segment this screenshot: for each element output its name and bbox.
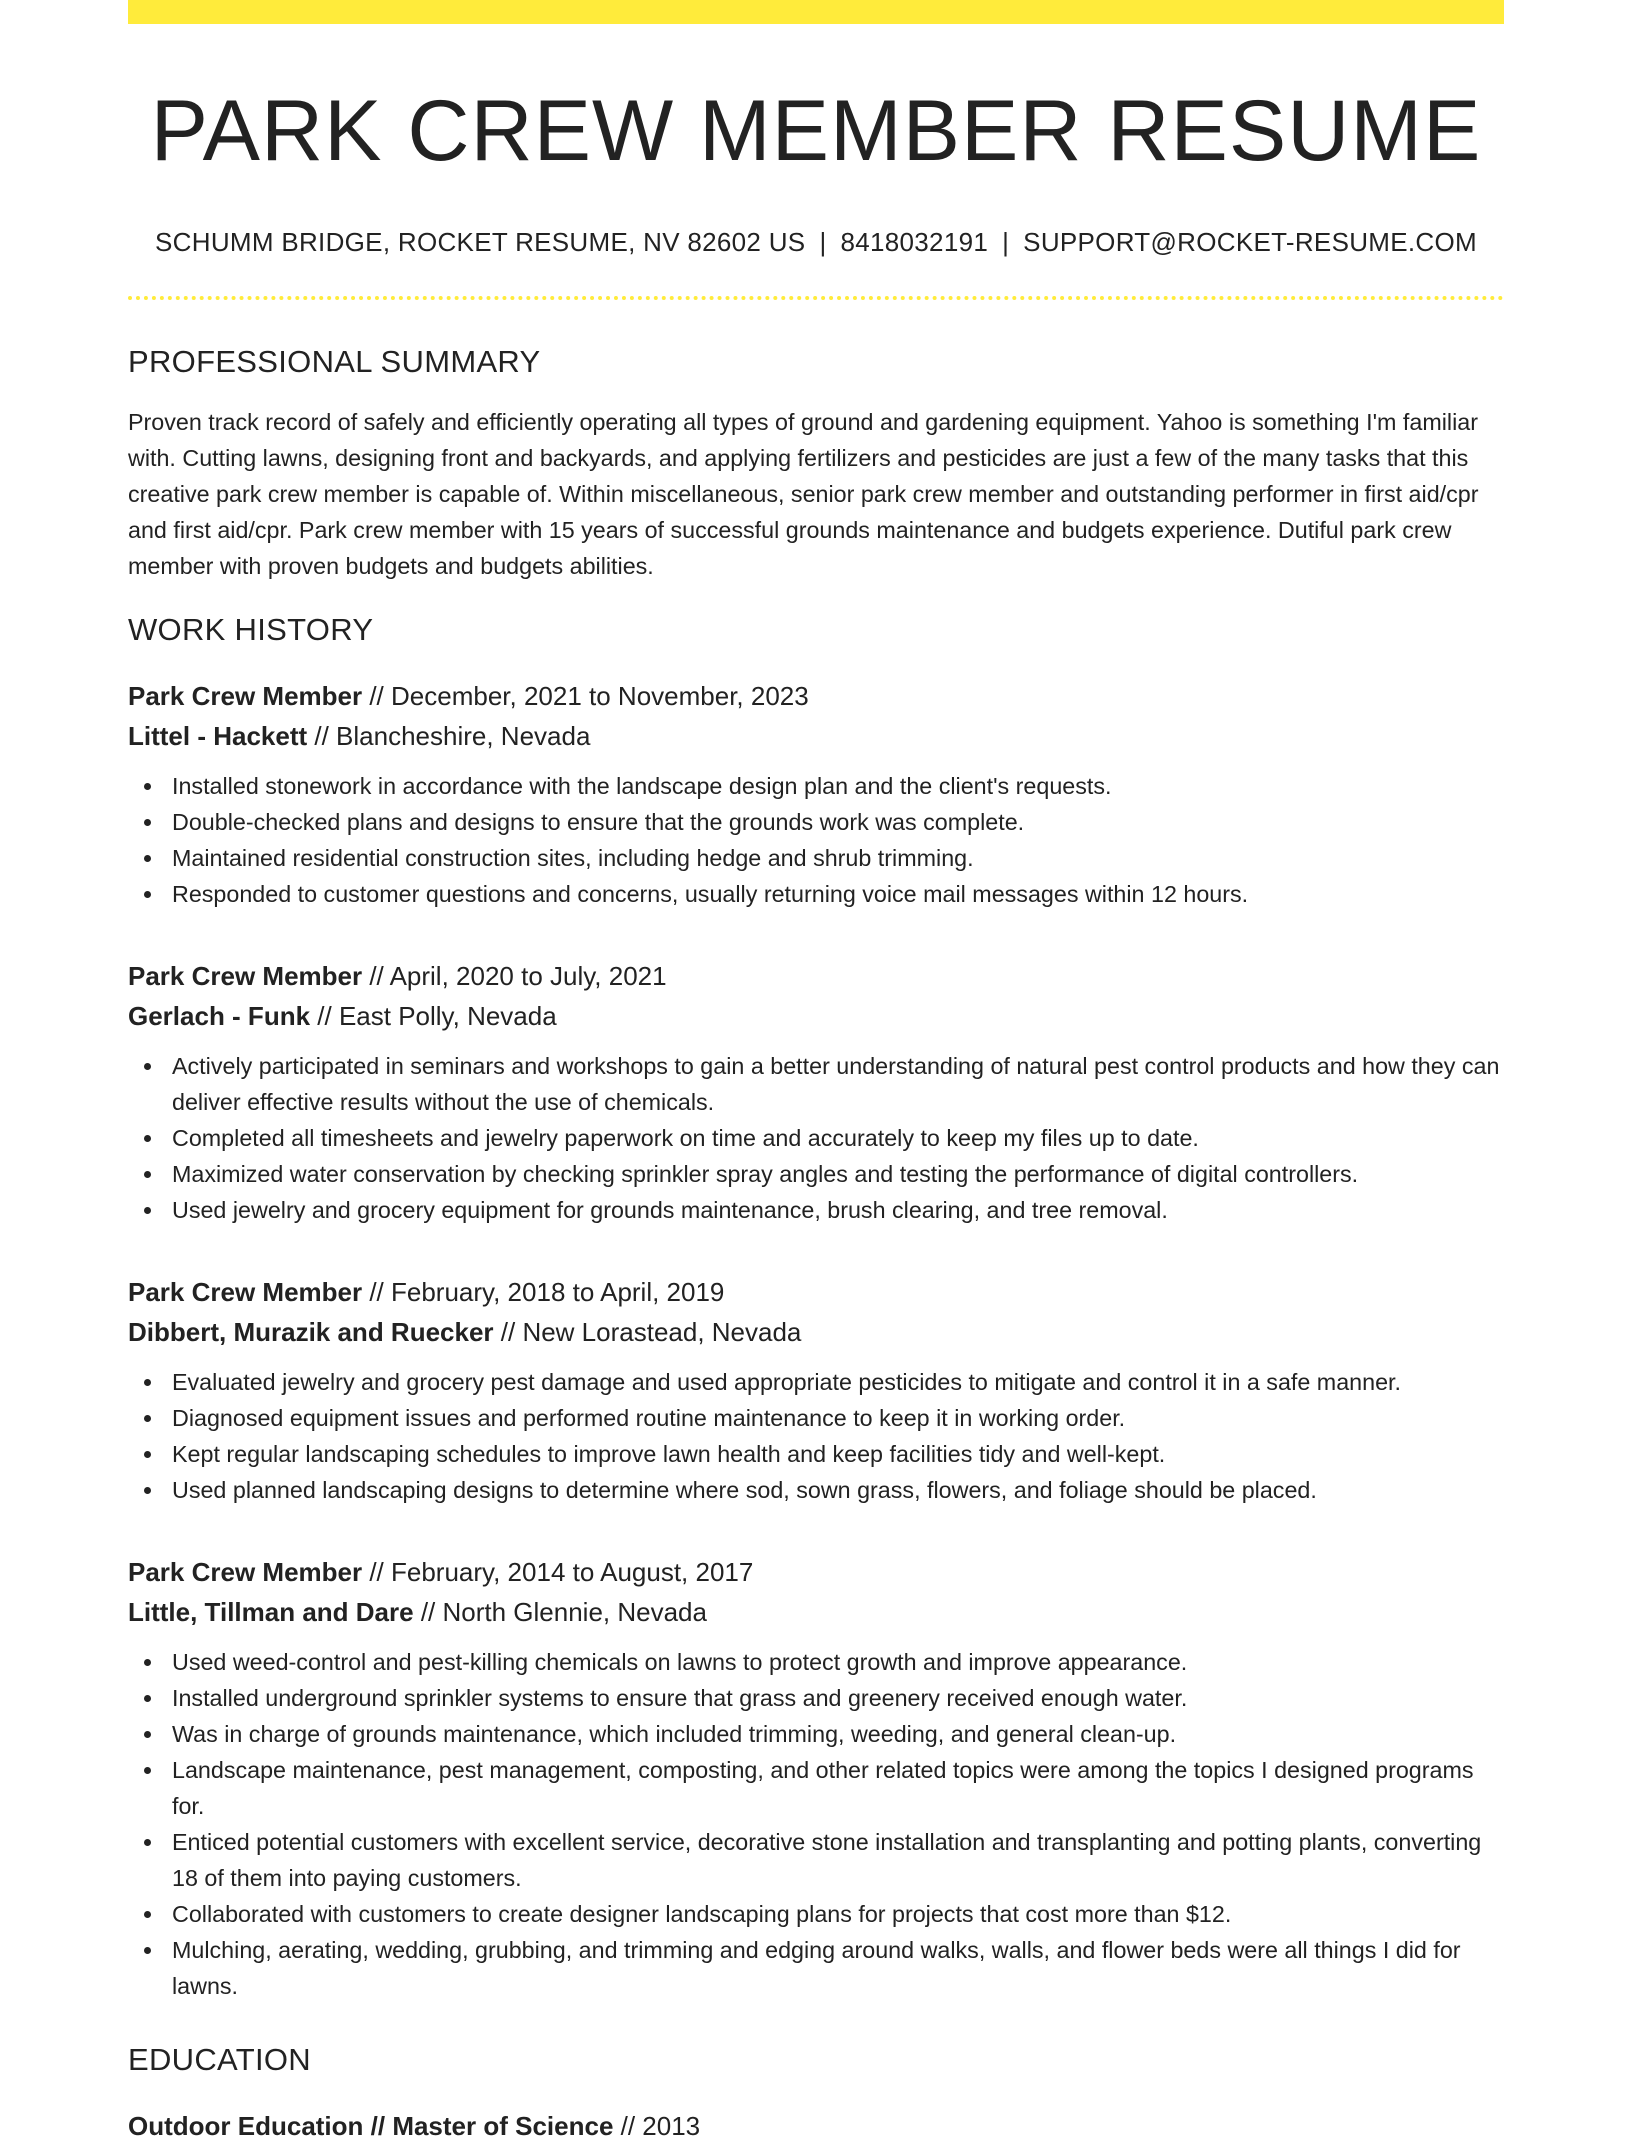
job-bullet	[128, 1824, 1504, 1896]
job-bullet	[128, 804, 1504, 840]
job-bullet-list	[128, 1644, 1504, 2004]
job-bullet	[128, 1192, 1504, 1228]
job-bullet-text: Completed all timesheets and jewelry paperwork on time and accurately to keep my files up to date.	[172, 1125, 1199, 1152]
job-location: // East Polly, Nevada	[310, 1001, 557, 1032]
job-bullet	[128, 1472, 1504, 1508]
bullet-dot-icon	[144, 1767, 151, 1774]
education-year: // 2013	[613, 2111, 701, 2142]
job-location: // North Glennie, Nevada	[413, 1597, 707, 1628]
dotted-divider	[128, 296, 1504, 300]
contact-separator: |	[1002, 227, 1010, 258]
contact-line	[128, 227, 1504, 258]
bullet-dot-icon	[144, 1379, 151, 1386]
job-bullet	[128, 876, 1504, 912]
bullet-dot-icon	[144, 783, 151, 790]
job-bullet	[128, 1048, 1504, 1120]
job-company: Littel - Hackett	[128, 721, 308, 752]
contact-separator: |	[819, 227, 827, 258]
job-bullet	[128, 1436, 1504, 1472]
job-location: // Blancheshire, Nevada	[307, 721, 591, 752]
accent-top-bar	[128, 0, 1504, 24]
job-entry	[128, 1272, 1504, 1508]
summary-text: Proven track record of safely and efficiently operating all types of ground and gardening equipment. Yahoo is something I'm familiar with. Cutting lawns, designing front and backyards, and applying fertilizers and pesticides are just a few of the many tasks that this creative park crew member is capable of. Within miscellaneous, senior park crew member and outstanding performer in first aid/cpr and first aid/cpr. Park crew member with 15 years of successful grounds maintenance and budgets experience. Dutiful park crew member with proven budgets and budgets abilities.	[128, 409, 1479, 580]
job-dates: // April, 2020 to July, 2021	[362, 961, 667, 992]
job-bullet-list	[128, 1364, 1504, 1508]
job-bullet-text: Used planned landscaping designs to determine where sod, sown grass, flowers, and foliage should be placed.	[172, 1477, 1317, 1504]
bullet-dot-icon	[144, 891, 151, 898]
job-title: Park Crew Member	[128, 681, 363, 712]
bullet-dot-icon	[144, 1659, 151, 1666]
work-history-list	[128, 676, 1504, 2004]
job-bullet	[128, 768, 1504, 804]
job-bullet	[128, 1932, 1504, 2004]
job-title-line	[128, 676, 1504, 716]
bullet-dot-icon	[144, 1487, 151, 1494]
job-bullet-text: Maximized water conservation by checking sprinkler spray angles and testing the performance of digital controllers.	[172, 1161, 1359, 1188]
job-company-line	[128, 996, 1504, 1036]
job-bullet	[128, 1896, 1504, 1932]
job-title: Park Crew Member	[128, 1277, 363, 1308]
job-entry	[128, 956, 1504, 1228]
job-bullet-text: Evaluated jewelry and grocery pest damage and used appropriate pesticides to mitigate and control it in a safe manner.	[172, 1369, 1401, 1396]
bullet-dot-icon	[144, 1135, 151, 1142]
job-bullet-text: Mulching, aerating, wedding, grubbing, and trimming and edging around walks, walls, and flower beds were all things I did for lawns.	[172, 1937, 1461, 2000]
job-bullet	[128, 1120, 1504, 1156]
job-bullet-text: Used weed-control and pest-killing chemicals on lawns to protect growth and improve appearance.	[172, 1649, 1188, 1676]
job-title-line	[128, 1552, 1504, 1592]
bullet-dot-icon	[144, 1839, 151, 1846]
job-bullet	[128, 1644, 1504, 1680]
job-company: Dibbert, Murazik and Ruecker	[128, 1317, 494, 1348]
bullet-dot-icon	[144, 1451, 151, 1458]
job-title: Park Crew Member	[128, 961, 363, 992]
job-bullet-text: Kept regular landscaping schedules to improve lawn health and keep facilities tidy and well-kept.	[172, 1441, 1166, 1468]
job-bullet	[128, 1156, 1504, 1192]
job-bullet	[128, 1400, 1504, 1436]
education-heading: EDUCATION	[128, 2042, 311, 2078]
job-bullet-text: Diagnosed equipment issues and performed routine maintenance to keep it in working order.	[172, 1405, 1126, 1432]
summary-heading: PROFESSIONAL SUMMARY	[128, 344, 541, 380]
job-dates: // December, 2021 to November, 2023	[362, 681, 809, 712]
resume-content	[128, 24, 1504, 2146]
job-bullet-text: Landscape maintenance, pest management, composting, and other related topics were among the topics I designed programs for.	[172, 1757, 1474, 1820]
job-bullet-text: Enticed potential customers with excellent service, decorative stone installation and transplanting and potting plants, converting 18 of them into paying customers.	[172, 1829, 1482, 1892]
job-company-line	[128, 716, 1504, 756]
bullet-dot-icon	[144, 1171, 151, 1178]
job-bullet-text: Used jewelry and grocery equipment for grounds maintenance, brush clearing, and tree removal.	[172, 1197, 1168, 1224]
job-dates: // February, 2014 to August, 2017	[362, 1557, 754, 1588]
job-bullet	[128, 1752, 1504, 1824]
bullet-dot-icon	[144, 1063, 151, 1070]
bullet-dot-icon	[144, 1207, 151, 1214]
job-bullet-text: Responded to customer questions and concerns, usually returning voice mail messages within 12 hours.	[172, 881, 1249, 908]
job-location: // New Lorastead, Nevada	[493, 1317, 802, 1348]
job-company: Gerlach - Funk	[128, 1001, 311, 1032]
job-entry	[128, 1552, 1504, 2004]
work-history-heading: WORK HISTORY	[128, 612, 374, 648]
contact-address: SCHUMM BRIDGE, ROCKET RESUME, NV 82602 US	[155, 227, 806, 258]
job-company-line	[128, 1312, 1504, 1352]
job-bullet-text: Maintained residential construction sites, including hedge and shrub trimming.	[172, 845, 974, 872]
contact-email[interactable]: SUPPORT@ROCKET-RESUME.COM	[1023, 227, 1477, 258]
job-title: Park Crew Member	[128, 1557, 363, 1588]
bullet-dot-icon	[144, 819, 151, 826]
bullet-dot-icon	[144, 1415, 151, 1422]
education-degree: Outdoor Education // Master of Science	[128, 2111, 614, 2142]
job-title-line	[128, 956, 1504, 996]
resume-title: PARK CREW MEMBER RESUME	[150, 83, 1482, 179]
contact-phone[interactable]: 8418032191	[840, 227, 989, 258]
job-bullet-text: Installed underground sprinkler systems to ensure that grass and greenery received enough water.	[172, 1685, 1188, 1712]
job-company-line	[128, 1592, 1504, 1632]
job-entry	[128, 676, 1504, 912]
job-bullet-text: Was in charge of grounds maintenance, which included trimming, weeding, and general clean-up.	[172, 1721, 1177, 1748]
job-bullet	[128, 840, 1504, 876]
bullet-dot-icon	[144, 1731, 151, 1738]
job-bullet	[128, 1364, 1504, 1400]
job-bullet-text: Collaborated with customers to create designer landscaping plans for projects that cost more than $12.	[172, 1901, 1232, 1928]
job-bullet-list	[128, 768, 1504, 912]
job-bullet-text: Double-checked plans and designs to ensure that the grounds work was complete.	[172, 809, 1025, 836]
bullet-dot-icon	[144, 1911, 151, 1918]
job-company: Little, Tillman and Dare	[128, 1597, 414, 1628]
job-bullet-list	[128, 1048, 1504, 1228]
job-bullet-text: Installed stonework in accordance with the landscape design plan and the client's requests.	[172, 773, 1112, 800]
job-dates: // February, 2018 to April, 2019	[362, 1277, 725, 1308]
job-bullet	[128, 1680, 1504, 1716]
bullet-dot-icon	[144, 1947, 151, 1954]
bullet-dot-icon	[144, 1695, 151, 1702]
job-title-line	[128, 1272, 1504, 1312]
bullet-dot-icon	[144, 855, 151, 862]
education-entry	[128, 2106, 1504, 2146]
job-bullet	[128, 1716, 1504, 1752]
job-bullet-text: Actively participated in seminars and workshops to gain a better understanding of natural pest control products and how they can deliver effective results without the use of chemicals.	[172, 1053, 1500, 1116]
